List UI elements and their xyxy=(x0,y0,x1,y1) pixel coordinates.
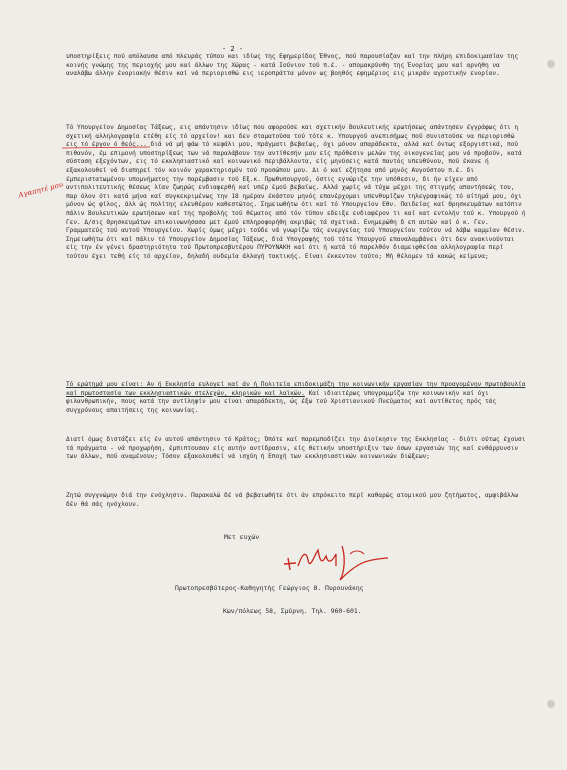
paragraph-2-note: Σημειωθήτω ότι καί πάλιν τό Υπουργείον Δημοσίας Τάξεως, διά Υπογραφής τού τότε Υπουργού επαναλαμβάνει ότι δεν ανακινούνται είς την έν γένει δραστηριότητα τού Πρωτοπρεσβυτέρου ΠΥΡΟΥΝΑΚΗ καί ότι ή κατά τό παρελθόν διαμειφθείσα αλληλογραφία περί τούτου έχει τεθή είς τό αρχείον, δηλαδή ουδεμία άλλαγή τακτικής. Είναι έκκεντον τούτο; Μή θέλομεν τά κακώς κείμενα; xyxy=(66,235,515,260)
punch-hole xyxy=(547,60,555,68)
paragraph-2-body: Τό Υπουργείον Δημοσίας Τάξεως, εις απάντησιν ιδίως που αφορούσε και σχετικήν Βουλευτικής ερωτήσεως απάντησεν έγγράφως ότι η σχετική αλληλογραφία ετέθη είς τό αρχείον! και δεν σταματούσα τού τότε κ. Υπουργού ανεπισήμως πού συνιστούσε να περιορισθώ εις τό έργον ό θεός... διά νά μή φάω τό κεφάλι μου, πράγματι βεβαίως, όχι μόνον απαράδεκτα, αλλά καί όντως εξοργιστικά, πού πιθανόν, έμ επιμονή υποστηρίξεως των νά παραλάβουν την αντίθεσήν μου είς πρόθεσιν μελών της οικογενείας μου νά προβούν, κατά σύσταση εξεχόντων, εις τό εκκλησιαστικό καί κοινωνικό περιβάλλοντα, είς μηνύσεις κατά παντός υπευθύνου, πού έκανε ή εξακολουθεί νά διαπηρεί τόν κοινόν χαρακτηρισμόν τού προσώπου μου. Δι ό καί εζήτησα από μηνός Αυγούστου π.έ. δι έμπεριστατωμένου υπομνήματος την παρέμβασιν τού Εξ.κ. Πρωθυπουργού, όστις εγνώριζε την υπόθεσιν, δι ήν είχεν από αντιπολιτευτικής θέσεως λίαν ζωηρώς ενδιαφερθή καί υπέρ έμού βεβαίως. Αλλά χωρίς νά τύχω μέχρι της στιγμής απαντήσεώς του, παρ όλον ότι κατά μήνα καί συγκεκριμένως την 18 ημέραν έκάστου μηνός επανέρχομαι υπενθυμίζων τηλεγραφικώς τό αίτημά μου, όχι μόνον ώς φίλος, άλλ ώς πολίτης ελευθέρου καθεστώτος. Σημειωθήτω ότι καί τό Υπουργείον Εθν. Παιδείας καί Θρησκευμάτων κατόπιν πάλιν Βουλευτικών ερωτήσεων καί της προβολής τού θέματος από τόν τύπον εδειξε ενδιαφέρον τι καί κατ εντολήν τού κ. Υπουργού ή Γεν. Δ/σις Θρησκευμάτων επικοινωνήσασα μετ έμού επληροφορήθη ακριβώς τά σχετικά. Ενημερώθη δ επ αυτών καί ό κ. Γεν. Γραμματεύς τού αυτού Υπουργείου. Χωρίς όμως μέχρι τούδε νά γνωρίζω τάς ενεργείας τού Υπουργείου τούτου νά λάβω καμμίαν θέσιν. xyxy=(66,124,526,235)
handwritten-margin-note: Αγαπητέ μου xyxy=(17,180,64,200)
paragraph-3-rest: Καί ιδιαιτέρως υπογραμμίζω την κοινωνικήν καί όχι φιλανθρωπικήν, πους κατά την αντίληψίν μου είναι απαράδεκτη, ώς έξω τού Χριστιανικού Πνεύματος καί αντίθετος πρός τάς συγχρόνους απαιτήσεις της κοινωνίας. xyxy=(66,389,496,414)
paragraph-3 xyxy=(66,381,528,415)
closing-salutation: Μετ ευχών xyxy=(224,533,260,541)
underlined-question: Τό ερώτημά μου είναι: Αν ή Εκκλησία ευλογεί καί άν ή Πολιτεία επιδοκιμάζη την κοινωνικήν εργασίαν την προαγομένην πρωτοβουλία καί πρωτοστασία των εκκλησιαστικών στελεχών, κληρικών καί λαϊκών. xyxy=(66,381,526,397)
sender-address: Κων/πόλεως 58, Σμύρνη. Τηλ. 960-601. xyxy=(223,607,362,615)
paragraph-5: Ζητώ συγγνώμην διά την ενόχλησιν. Παρακαλώ δέ νά βεβαιωθήτε ότι άν επρόκειτο περί καθαρώς ατομικού μου ζητήματος, αμφιβάλλω δέν θά σάς ηνόχλουν. xyxy=(66,492,519,508)
red-underline-mark xyxy=(60,144,520,152)
paragraph-4: Διατί όμως διστάζει είς έν αυτού απάντησιν τό Κράτος; Όπότε καί παρεμποδίζει την Διοίκησιν της Εκκλησίας - διότι ούτως έχουσι τά πράγματα - νά προχωρήση, έμπιπτουσαν είς αυτήν αντίδρασιν, είς θετικήν υποστήριξιν των όσων εργασιών της καί ενθάρρυνσιν των άλλων, πού αναμένουν; Τόσον εξακολουθεί νά ισχύη ή Εποχή των εκκλησιαστικών κοινωνικών διώξεων; xyxy=(66,436,526,461)
punch-hole xyxy=(547,700,555,708)
page-number: - 2 - xyxy=(222,45,244,53)
paragraph-1: υποστηρίξεις πού απόλαυσα από πλευράς τύπου και ιδίως της Εφημερίδος Έθνος, πού παρουσίαζαν καί την πλήρη επιδοκιμασίαν της κοινής γνώμης της περιοχής μου καί άλλων της Χώρας - κατά Ιούνιον τού π.έ. - απομακρύνθη της Ένορίας μου καί αρνήθη να αναλάβω άλλην ένοριακήν θέσιν καί νά περιορισθώ εις ιεροπράττα μόνον ως βοηθός εφημέριος εις μικράν αγροτικήν ενορίαν. xyxy=(66,53,519,78)
signature-name: Πρωτοπρεσβύτερος-Καθηγητής Γεώργιος Θ. Πυρουνάκης xyxy=(175,584,364,592)
handwritten-signature xyxy=(280,536,390,584)
